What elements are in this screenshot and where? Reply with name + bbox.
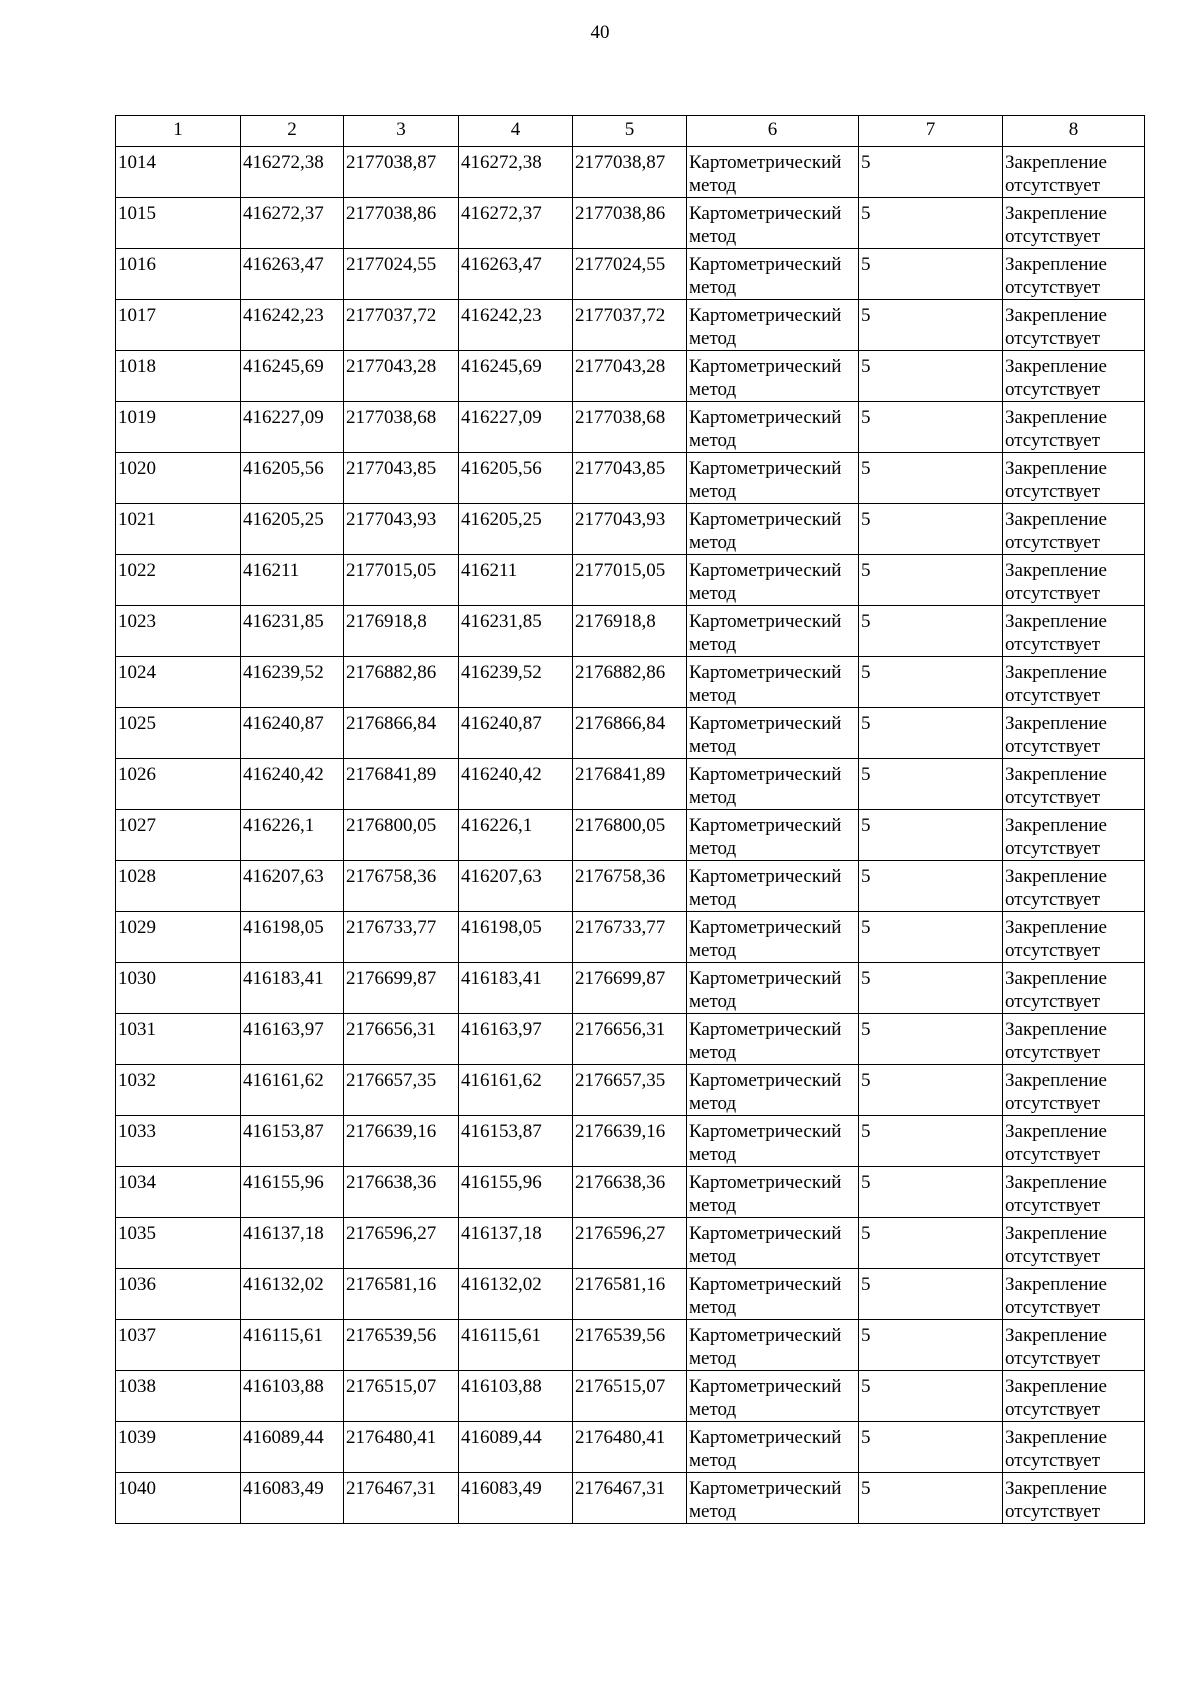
y-new-cell: 2176918,8 [573,606,687,657]
y-old-cell: 2176657,35 [344,1065,459,1116]
y-new-cell: 2176866,84 [573,708,687,759]
y-old-cell: 2176758,36 [344,861,459,912]
y-new-cell: 2176800,05 [573,810,687,861]
x-old-cell: 416240,87 [241,708,344,759]
point-number-cell: 1026 [116,759,241,810]
method-cell: Картометрический метод [687,555,859,606]
accuracy-cell: 5 [859,1218,1003,1269]
column-header: 3 [344,116,459,147]
method-cell: Картометрический метод [687,810,859,861]
method-cell: Картометрический метод [687,1422,859,1473]
x-old-cell: 416226,1 [241,810,344,861]
y-new-cell: 2177015,05 [573,555,687,606]
column-header: 4 [459,116,573,147]
method-cell: Картометрический метод [687,453,859,504]
x-old-cell: 416161,62 [241,1065,344,1116]
y-new-cell: 2176657,35 [573,1065,687,1116]
marking-cell: Закрепление отсутствует [1003,1320,1145,1371]
point-number-cell: 1035 [116,1218,241,1269]
y-new-cell: 2177043,85 [573,453,687,504]
y-old-cell: 2177043,28 [344,351,459,402]
x-old-cell: 416137,18 [241,1218,344,1269]
table-row [116,198,1145,249]
y-new-cell: 2176638,36 [573,1167,687,1218]
table-row [116,1422,1145,1473]
marking-cell: Закрепление отсутствует [1003,1167,1145,1218]
x-new-cell: 416231,85 [459,606,573,657]
y-old-cell: 2176515,07 [344,1371,459,1422]
marking-cell: Закрепление отсутствует [1003,249,1145,300]
point-number-cell: 1024 [116,657,241,708]
accuracy-cell: 5 [859,351,1003,402]
table-row [116,759,1145,810]
accuracy-cell: 5 [859,249,1003,300]
x-new-cell: 416161,62 [459,1065,573,1116]
accuracy-cell: 5 [859,555,1003,606]
method-cell: Картометрический метод [687,1014,859,1065]
x-new-cell: 416239,52 [459,657,573,708]
y-old-cell: 2176882,86 [344,657,459,708]
point-number-cell: 1014 [116,147,241,198]
x-new-cell: 416205,25 [459,504,573,555]
column-header: 1 [116,116,241,147]
accuracy-cell: 5 [859,657,1003,708]
y-new-cell: 2177024,55 [573,249,687,300]
y-new-cell: 2177038,68 [573,402,687,453]
y-new-cell: 2177043,93 [573,504,687,555]
accuracy-cell: 5 [859,1320,1003,1371]
method-cell: Картометрический метод [687,708,859,759]
method-cell: Картометрический метод [687,1065,859,1116]
accuracy-cell: 5 [859,453,1003,504]
x-new-cell: 416103,88 [459,1371,573,1422]
method-cell: Картометрический метод [687,861,859,912]
marking-cell: Закрепление отсутствует [1003,759,1145,810]
column-header: 5 [573,116,687,147]
y-new-cell: 2176758,36 [573,861,687,912]
marking-cell: Закрепление отсутствует [1003,504,1145,555]
point-number-cell: 1018 [116,351,241,402]
point-number-cell: 1021 [116,504,241,555]
x-new-cell: 416272,38 [459,147,573,198]
x-old-cell: 416205,56 [241,453,344,504]
marking-cell: Закрепление отсутствует [1003,147,1145,198]
method-cell: Картометрический метод [687,249,859,300]
accuracy-cell: 5 [859,963,1003,1014]
accuracy-cell: 5 [859,1116,1003,1167]
y-new-cell: 2176596,27 [573,1218,687,1269]
x-old-cell: 416163,97 [241,1014,344,1065]
marking-cell: Закрепление отсутствует [1003,912,1145,963]
table-row [116,351,1145,402]
y-old-cell: 2177038,68 [344,402,459,453]
y-old-cell: 2176656,31 [344,1014,459,1065]
accuracy-cell: 5 [859,1371,1003,1422]
y-old-cell: 2176866,84 [344,708,459,759]
x-new-cell: 416207,63 [459,861,573,912]
accuracy-cell: 5 [859,1269,1003,1320]
accuracy-cell: 5 [859,708,1003,759]
method-cell: Картометрический метод [687,1371,859,1422]
y-old-cell: 2176581,16 [344,1269,459,1320]
method-cell: Картометрический метод [687,963,859,1014]
x-new-cell: 416115,61 [459,1320,573,1371]
table-header [116,116,1145,147]
marking-cell: Закрепление отсутствует [1003,963,1145,1014]
accuracy-cell: 5 [859,147,1003,198]
x-old-cell: 416153,87 [241,1116,344,1167]
method-cell: Картометрический метод [687,1473,859,1524]
x-new-cell: 416242,23 [459,300,573,351]
y-old-cell: 2177015,05 [344,555,459,606]
accuracy-cell: 5 [859,1473,1003,1524]
point-number-cell: 1027 [116,810,241,861]
column-header: 2 [241,116,344,147]
header-row [116,116,1145,147]
y-new-cell: 2176467,31 [573,1473,687,1524]
x-new-cell: 416245,69 [459,351,573,402]
marking-cell: Закрепление отсутствует [1003,198,1145,249]
marking-cell: Закрепление отсутствует [1003,1371,1145,1422]
x-old-cell: 416211 [241,555,344,606]
y-new-cell: 2177043,28 [573,351,687,402]
table-row [116,1014,1145,1065]
x-old-cell: 416205,25 [241,504,344,555]
table-row [116,1065,1145,1116]
y-new-cell: 2176699,87 [573,963,687,1014]
table-row [116,249,1145,300]
marking-cell: Закрепление отсутствует [1003,861,1145,912]
method-cell: Картометрический метод [687,1320,859,1371]
table-row [116,147,1145,198]
column-header: 7 [859,116,1003,147]
table-row [116,1473,1145,1524]
x-old-cell: 416272,37 [241,198,344,249]
x-old-cell: 416103,88 [241,1371,344,1422]
y-old-cell: 2177038,86 [344,198,459,249]
y-old-cell: 2177037,72 [344,300,459,351]
table-row [116,657,1145,708]
y-old-cell: 2176733,77 [344,912,459,963]
x-old-cell: 416083,49 [241,1473,344,1524]
accuracy-cell: 5 [859,402,1003,453]
method-cell: Картометрический метод [687,759,859,810]
point-number-cell: 1019 [116,402,241,453]
method-cell: Картометрический метод [687,351,859,402]
y-new-cell: 2176841,89 [573,759,687,810]
x-old-cell: 416231,85 [241,606,344,657]
accuracy-cell: 5 [859,912,1003,963]
x-old-cell: 416132,02 [241,1269,344,1320]
table-row [116,402,1145,453]
y-old-cell: 2176699,87 [344,963,459,1014]
x-old-cell: 416115,61 [241,1320,344,1371]
table-body [116,147,1145,1524]
y-new-cell: 2177037,72 [573,300,687,351]
marking-cell: Закрепление отсутствует [1003,1422,1145,1473]
x-new-cell: 416240,87 [459,708,573,759]
x-old-cell: 416272,38 [241,147,344,198]
x-new-cell: 416198,05 [459,912,573,963]
x-new-cell: 416137,18 [459,1218,573,1269]
point-number-cell: 1031 [116,1014,241,1065]
point-number-cell: 1015 [116,198,241,249]
point-number-cell: 1032 [116,1065,241,1116]
table-row [116,606,1145,657]
marking-cell: Закрепление отсутствует [1003,1218,1145,1269]
x-new-cell: 416226,1 [459,810,573,861]
marking-cell: Закрепление отсутствует [1003,555,1145,606]
point-number-cell: 1020 [116,453,241,504]
y-new-cell: 2176480,41 [573,1422,687,1473]
table-row [116,1320,1145,1371]
x-old-cell: 416089,44 [241,1422,344,1473]
x-new-cell: 416153,87 [459,1116,573,1167]
method-cell: Картометрический метод [687,300,859,351]
y-old-cell: 2176539,56 [344,1320,459,1371]
point-number-cell: 1016 [116,249,241,300]
accuracy-cell: 5 [859,861,1003,912]
point-number-cell: 1030 [116,963,241,1014]
method-cell: Картометрический метод [687,1269,859,1320]
table-row [116,912,1145,963]
marking-cell: Закрепление отсутствует [1003,1014,1145,1065]
point-number-cell: 1037 [116,1320,241,1371]
point-number-cell: 1034 [116,1167,241,1218]
marking-cell: Закрепление отсутствует [1003,1473,1145,1524]
y-old-cell: 2177043,93 [344,504,459,555]
y-new-cell: 2177038,87 [573,147,687,198]
point-number-cell: 1036 [116,1269,241,1320]
y-new-cell: 2176733,77 [573,912,687,963]
point-number-cell: 1022 [116,555,241,606]
accuracy-cell: 5 [859,1014,1003,1065]
accuracy-cell: 5 [859,1422,1003,1473]
x-new-cell: 416205,56 [459,453,573,504]
x-old-cell: 416239,52 [241,657,344,708]
y-old-cell: 2177038,87 [344,147,459,198]
y-old-cell: 2177024,55 [344,249,459,300]
y-new-cell: 2176882,86 [573,657,687,708]
method-cell: Картометрический метод [687,1116,859,1167]
point-number-cell: 1029 [116,912,241,963]
table-row [116,1371,1145,1422]
x-new-cell: 416227,09 [459,402,573,453]
table-row [116,861,1145,912]
y-old-cell: 2177043,85 [344,453,459,504]
point-number-cell: 1017 [116,300,241,351]
x-old-cell: 416155,96 [241,1167,344,1218]
x-new-cell: 416163,97 [459,1014,573,1065]
table-row [116,555,1145,606]
y-old-cell: 2176800,05 [344,810,459,861]
marking-cell: Закрепление отсутствует [1003,453,1145,504]
x-new-cell: 416272,37 [459,198,573,249]
method-cell: Картометрический метод [687,147,859,198]
method-cell: Картометрический метод [687,402,859,453]
marking-cell: Закрепление отсутствует [1003,810,1145,861]
x-new-cell: 416211 [459,555,573,606]
marking-cell: Закрепление отсутствует [1003,1269,1145,1320]
method-cell: Картометрический метод [687,198,859,249]
y-old-cell: 2176841,89 [344,759,459,810]
y-old-cell: 2176639,16 [344,1116,459,1167]
x-old-cell: 416183,41 [241,963,344,1014]
point-number-cell: 1023 [116,606,241,657]
x-old-cell: 416245,69 [241,351,344,402]
x-old-cell: 416240,42 [241,759,344,810]
point-number-cell: 1038 [116,1371,241,1422]
x-new-cell: 416240,42 [459,759,573,810]
point-number-cell: 1025 [116,708,241,759]
method-cell: Картометрический метод [687,1218,859,1269]
y-new-cell: 2176581,16 [573,1269,687,1320]
accuracy-cell: 5 [859,198,1003,249]
point-number-cell: 1033 [116,1116,241,1167]
x-old-cell: 416207,63 [241,861,344,912]
accuracy-cell: 5 [859,810,1003,861]
x-old-cell: 416198,05 [241,912,344,963]
x-old-cell: 416263,47 [241,249,344,300]
x-old-cell: 416227,09 [241,402,344,453]
page-number: 40 [590,22,610,43]
accuracy-cell: 5 [859,300,1003,351]
y-old-cell: 2176480,41 [344,1422,459,1473]
table-row [116,453,1145,504]
table-row [116,963,1145,1014]
accuracy-cell: 5 [859,1167,1003,1218]
x-new-cell: 416183,41 [459,963,573,1014]
table-row [116,1116,1145,1167]
y-new-cell: 2176639,16 [573,1116,687,1167]
table-row [116,1167,1145,1218]
table-row [116,504,1145,555]
point-number-cell: 1039 [116,1422,241,1473]
marking-cell: Закрепление отсутствует [1003,1065,1145,1116]
method-cell: Картометрический метод [687,912,859,963]
x-new-cell: 416263,47 [459,249,573,300]
method-cell: Картометрический метод [687,657,859,708]
y-old-cell: 2176467,31 [344,1473,459,1524]
y-new-cell: 2176515,07 [573,1371,687,1422]
table-row [116,708,1145,759]
column-header: 6 [687,116,859,147]
y-old-cell: 2176918,8 [344,606,459,657]
table-row [116,1218,1145,1269]
y-old-cell: 2176638,36 [344,1167,459,1218]
x-new-cell: 416155,96 [459,1167,573,1218]
x-new-cell: 416083,49 [459,1473,573,1524]
marking-cell: Закрепление отсутствует [1003,351,1145,402]
column-header: 8 [1003,116,1145,147]
marking-cell: Закрепление отсутствует [1003,402,1145,453]
y-new-cell: 2176656,31 [573,1014,687,1065]
point-number-cell: 1028 [116,861,241,912]
point-number-cell: 1040 [116,1473,241,1524]
y-new-cell: 2176539,56 [573,1320,687,1371]
marking-cell: Закрепление отсутствует [1003,300,1145,351]
method-cell: Картометрический метод [687,1167,859,1218]
marking-cell: Закрепление отсутствует [1003,657,1145,708]
accuracy-cell: 5 [859,759,1003,810]
accuracy-cell: 5 [859,606,1003,657]
marking-cell: Закрепление отсутствует [1003,1116,1145,1167]
x-old-cell: 416242,23 [241,300,344,351]
x-new-cell: 416132,02 [459,1269,573,1320]
table-row [116,1269,1145,1320]
method-cell: Картометрический метод [687,504,859,555]
method-cell: Картометрический метод [687,606,859,657]
accuracy-cell: 5 [859,504,1003,555]
y-new-cell: 2177038,86 [573,198,687,249]
y-old-cell: 2176596,27 [344,1218,459,1269]
marking-cell: Закрепление отсутствует [1003,708,1145,759]
x-new-cell: 416089,44 [459,1422,573,1473]
coordinates-table [115,115,1145,1524]
accuracy-cell: 5 [859,1065,1003,1116]
table-row [116,300,1145,351]
marking-cell: Закрепление отсутствует [1003,606,1145,657]
table-row [116,810,1145,861]
